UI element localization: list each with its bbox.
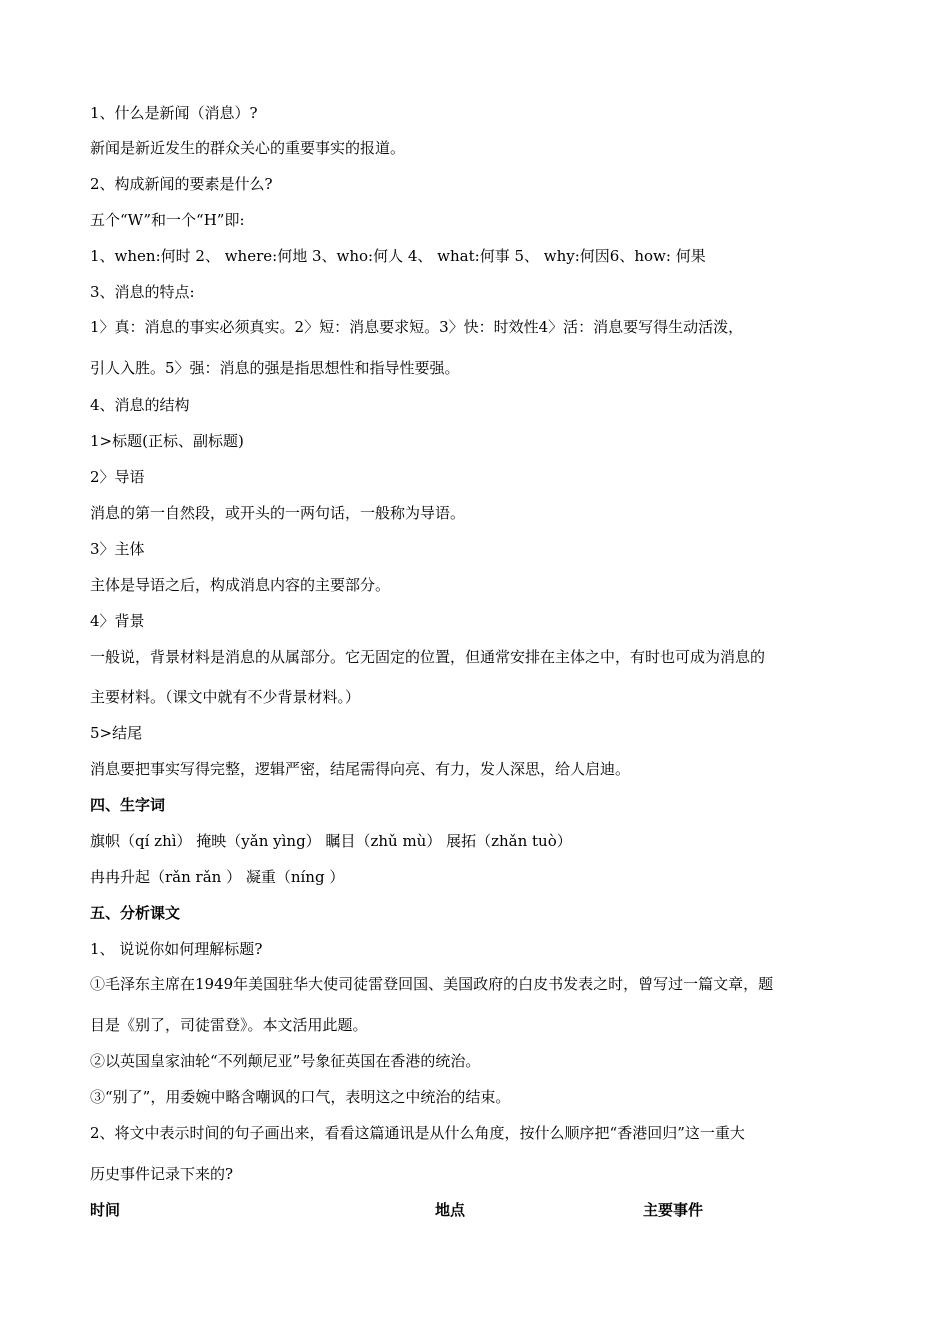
structure-background: 4〉背景 (90, 612, 145, 630)
five-w-one-h: 五个“W”和一个“H”即: (90, 211, 245, 229)
body-description: 主体是导语之后，构成消息内容的主要部分。 (90, 576, 391, 594)
ending-description: 消息要把事实写得完整，逻辑严密，结尾需得向亮、有力，发人深思，给人启迪。 (90, 760, 631, 778)
analysis-q1: 1、 说说你如何理解标题? (90, 940, 263, 958)
structure-body: 3〉主体 (90, 540, 145, 558)
q1-heading: 1、什么是新闻（消息）? (90, 104, 258, 122)
structure-title: 1>标题(正标、副标题) (90, 432, 244, 450)
structure-ending: 5>结尾 (90, 724, 143, 742)
table-header-event: 主要事件 (643, 1201, 704, 1219)
analysis-point-1b: 目是《别了，司徒雷登》。本文活用此题。 (90, 1016, 368, 1034)
analysis-q2-line-2: 历史事件记录下来的? (90, 1165, 234, 1183)
q3-heading: 3、消息的特点: (90, 283, 195, 301)
lead-description: 消息的第一自然段，或开头的一两句话，一般称为导语。 (90, 504, 466, 522)
section-five-heading: 五、分析课文 (90, 904, 181, 922)
vocab-line-1: 旗帜（qí zhì） 掩映（yǎn yìng） 瞩目（zhǔ mù） 展拓（zhǎn tuò） (90, 832, 572, 850)
vocab-line-2: 冉冉升起（rǎn rǎn ） 凝重（níng ） (90, 868, 345, 886)
analysis-point-2: ②以英国皇家油轮“不列颠尼亚”号象征英国在香港的统治。 (90, 1052, 481, 1070)
background-description-2: 主要材料。（课文中就有不少背景材料。） (90, 688, 361, 706)
features-line-1: 1〉真：消息的事实必须真实。2〉短：消息要求短。3〉快：时效性4〉活：消息要写得生动活泼， (90, 318, 744, 336)
table-header-place: 地点 (435, 1201, 466, 1219)
analysis-point-1a: ①毛泽东主席在1949年美国驻华大使司徒雷登回国、美国政府的白皮书发表之时，曾写过一篇文章，题 (90, 975, 774, 993)
table-header-time: 时间 (90, 1201, 121, 1219)
q4-heading: 4、消息的结构 (90, 396, 190, 414)
features-line-2: 引人入胜。5〉强：消息的强是指思想性和指导性要强。 (90, 359, 460, 377)
analysis-point-3: ③“别了”，用委婉中略含嘲讽的口气，表明这之中统治的结束。 (90, 1088, 511, 1106)
news-definition: 新闻是新近发生的群众关心的重要事实的报道。 (90, 139, 406, 157)
section-four-heading: 四、生字词 (90, 796, 166, 814)
q2-heading: 2、构成新闻的要素是什么? (90, 175, 273, 193)
analysis-q2-line-1: 2、将文中表示时间的句子画出来，看看这篇通讯是从什么角度，按什么顺序把“香港回归”这一重大 (90, 1124, 745, 1142)
structure-lead: 2〉导语 (90, 468, 145, 486)
background-description-1: 一般说，背景材料是消息的从属部分。它无固定的位置，但通常安排在主体之中，有时也可成为消息的 (90, 648, 766, 666)
elements-list: 1、when:何时 2、 where:何地 3、who:何人 4、 what:何事 5、 why:何因6、how: 何果 (90, 247, 706, 265)
